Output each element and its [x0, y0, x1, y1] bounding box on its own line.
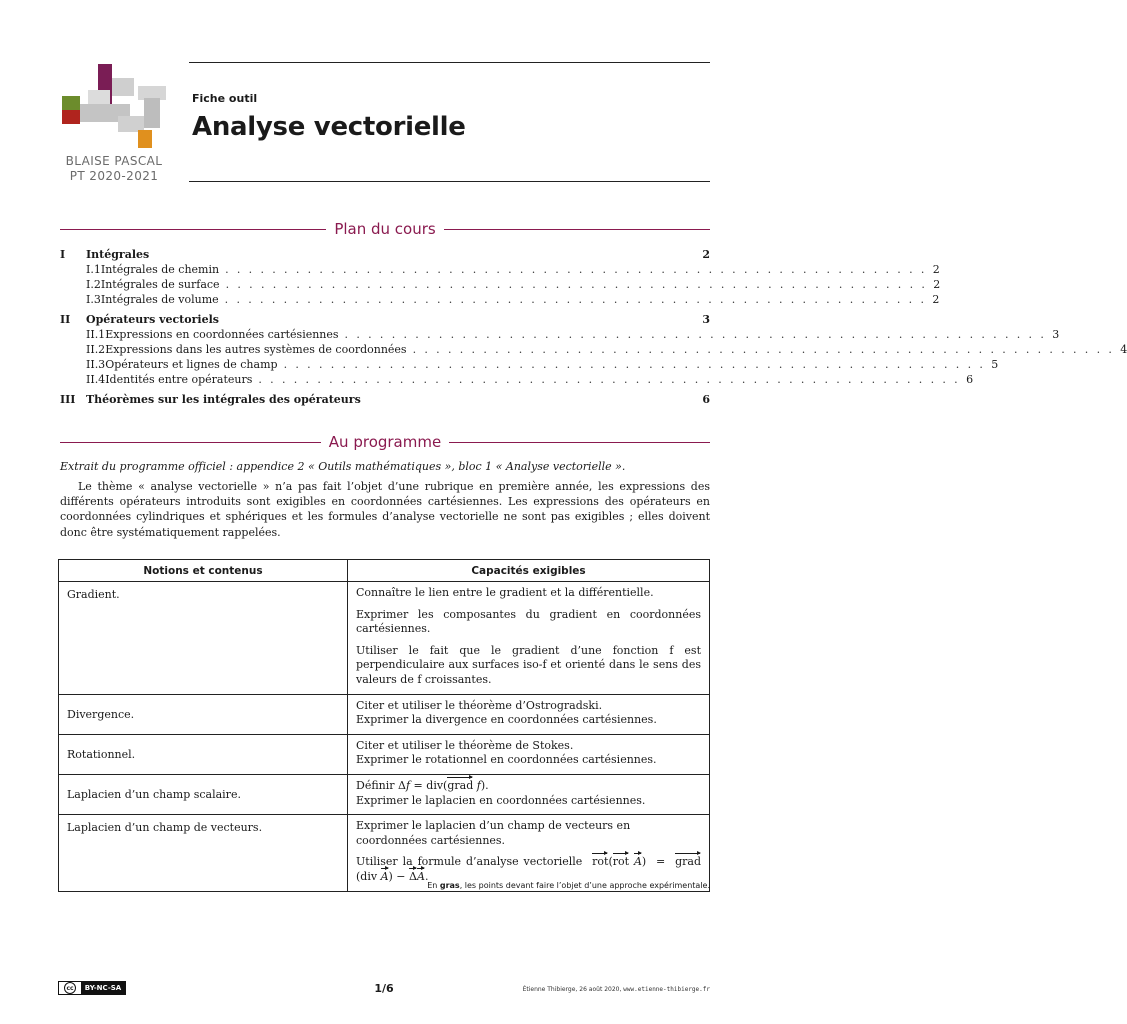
toc-subsection-label: Intégrales de volume	[100, 293, 219, 306]
page-number: 1/6	[374, 982, 394, 995]
toc-leader-dots: . . . . . . . . . . . . . . . . . . . . . . . . . . . . . . . . . . . . . . . . . . . . . . . . . . . . . . . . . . . .	[258, 373, 961, 386]
skills-table	[58, 559, 710, 892]
notion-cell: Divergence.	[59, 694, 348, 734]
formula-prefix: Utiliser la formule d’analyse vectorielle	[356, 855, 583, 869]
toc-subsection-2-4[interactable]	[60, 373, 974, 388]
notion-cell: Rotationnel.	[59, 734, 348, 774]
toc-subsection-page: 5	[991, 358, 999, 371]
plan-heading	[60, 218, 710, 240]
capacity-cell	[348, 734, 710, 774]
table-header-row	[59, 560, 710, 582]
capacity-cell	[348, 582, 710, 695]
toc-subsection-number: I.3	[86, 293, 101, 306]
programme-heading-text: Au programme	[328, 433, 442, 451]
capacity-line: Utiliser le fait que le gradient d’une fonction f est perpendiculaire aux surfaces iso-f et orienté dans le sens des valeurs de f croissantes.	[356, 643, 701, 686]
footnote-bold: gras	[439, 881, 460, 890]
capacity-line: Exprimer le rotationnel en coordonnées cartésiennes.	[356, 753, 657, 767]
toc-subsection-number: II.2	[86, 343, 106, 356]
toc-section-1[interactable]	[60, 248, 710, 263]
school-label	[56, 154, 172, 184]
toc-subsection-page: 2	[932, 263, 940, 276]
license-label: BY-NC-SA	[81, 982, 125, 994]
capacity-line: Connaître le lien entre le gradient et la différentielle.	[356, 586, 654, 599]
toc-leader-dots: . . . . . . . . . . . . . . . . . . . . . . . . . . . . . . . . . . . . . . . . . . . . . . . . . . . . . . . . . . . .	[283, 358, 986, 371]
capacity-line: Citer et utiliser le théorème d’Ostrogradski.	[356, 698, 603, 712]
table-row	[59, 815, 710, 891]
toc-section-page: 3	[702, 313, 710, 326]
blaise-pascal-logo	[58, 60, 170, 156]
toc-subsection-1-2[interactable]	[60, 278, 941, 293]
programme-heading	[60, 431, 710, 453]
heading-rule-left	[60, 442, 321, 443]
notion-cell: Laplacien d’un champ de vecteurs.	[59, 815, 348, 891]
column-header-notions: Notions et contenus	[59, 560, 348, 582]
heading-rule-right	[449, 442, 710, 443]
toc-section-number: I	[60, 248, 66, 261]
page-title: Analyse vectorielle	[192, 112, 466, 142]
school-name: BLAISE PASCAL	[65, 154, 163, 168]
toc-subsection-label: Intégrales de chemin	[100, 263, 220, 276]
toc-leader-dots: . . . . . . . . . . . . . . . . . . . . . . . . . . . . . . . . . . . . . . . . . . . . . . . . . . . . . . . . . . . .	[412, 343, 1115, 356]
table-row	[59, 694, 710, 734]
table-row	[59, 734, 710, 774]
capacity-line: Exprimer les composantes du gradient en coordonnées cartésiennes.	[356, 607, 701, 636]
notion-cell: Laplacien d’un champ scalaire.	[59, 774, 348, 814]
capacity-line: Exprimer le laplacien en coordonnées cartésiennes.	[356, 793, 646, 807]
table-footnote	[60, 881, 710, 890]
formula-prefix: Définir	[356, 778, 399, 792]
cc-icon	[59, 982, 81, 994]
header-top-rule	[189, 62, 710, 63]
table-of-contents	[60, 248, 1127, 408]
toc-section-number: III	[60, 393, 76, 406]
toc-subsection-label: Identités entre opérateurs	[105, 373, 253, 386]
programme-paragraph: Le thème « analyse vectorielle » n’a pas fait l’objet d’une rubrique en première année, les expressions des différents opérateurs introduits sont exigibles en coordonnées cartésiennes. Les expressions des opérateurs en coordonnées cylindriques et sphériques et les formules d’analyse vectorielle ne sont pas exigibles ; elles doivent donc être systématiquement rappelées.	[60, 480, 710, 539]
toc-subsection-number: II.1	[86, 328, 106, 341]
toc-subsection-number: II.3	[86, 358, 106, 371]
footnote-prefix: En	[427, 881, 440, 890]
toc-subsection-page: 2	[932, 293, 940, 306]
toc-subsection-number: I.1	[86, 263, 101, 276]
creative-commons-badge[interactable]	[58, 981, 126, 995]
footer-credit	[450, 986, 710, 993]
capacity-cell	[348, 694, 710, 734]
toc-subsection-page: 3	[1052, 328, 1060, 341]
toc-subsection-number: I.2	[86, 278, 101, 291]
table-row	[59, 582, 710, 695]
credit-author-date: Étienne Thibierge, 26 août 2020,	[522, 986, 624, 993]
toc-subsection-label: Opérateurs et lignes de champ	[105, 358, 278, 371]
toc-section-label: Intégrales	[86, 248, 150, 261]
toc-section-number: II	[60, 313, 71, 326]
school-year: PT 2020-2021	[69, 169, 159, 183]
toc-section-3[interactable]	[60, 393, 710, 408]
toc-subsection-label: Intégrales de surface	[100, 278, 220, 291]
capacity-line: Citer et utiliser le théorème de Stokes.	[356, 738, 574, 752]
capacity-line: Exprimer le laplacien d’un champ de vecteurs en coordonnées cartésiennes.	[356, 819, 631, 847]
toc-subsection-page: 2	[933, 278, 941, 291]
toc-section-label: Opérateurs vectoriels	[86, 313, 219, 326]
programme-extract: Extrait du programme officiel : appendice 2 « Outils mathématiques », bloc 1 « Analyse vectorielle ».	[60, 460, 626, 473]
toc-subsection-1-3[interactable]	[60, 293, 940, 308]
footnote-text: , les points devant faire l’objet d’une approche expérimentale.	[459, 881, 710, 890]
capacity-line: Exprimer la divergence en coordonnées cartésiennes.	[356, 713, 657, 727]
toc-leader-dots: . . . . . . . . . . . . . . . . . . . . . . . . . . . . . . . . . . . . . . . . . . . . . . . . . . . . . . . . . . . .	[224, 293, 927, 306]
toc-subsection-2-1[interactable]	[60, 328, 1060, 343]
toc-section-2[interactable]	[60, 313, 710, 328]
toc-leader-dots: . . . . . . . . . . . . . . . . . . . . . . . . . . . . . . . . . . . . . . . . . . . . . . . . . . . . . . . . . . . .	[225, 263, 927, 276]
toc-subsection-label: Expressions dans les autres systèmes de coordonnées	[105, 343, 407, 356]
cc-symbol: cc	[64, 982, 76, 994]
toc-section-page: 2	[702, 248, 710, 261]
toc-section-page: 6	[702, 393, 710, 406]
toc-subsection-2-2[interactable]	[60, 343, 1127, 358]
toc-leader-dots: . . . . . . . . . . . . . . . . . . . . . . . . . . . . . . . . . . . . . . . . . . . . . . . . . . . . . . . . . . . .	[225, 278, 928, 291]
plan-heading-text: Plan du cours	[334, 220, 436, 238]
document-kicker: Fiche outil	[192, 92, 258, 105]
toc-subsection-page: 4	[1120, 343, 1127, 356]
toc-subsection-number: II.4	[86, 373, 106, 386]
toc-subsection-label: Expressions en coordonnées cartésiennes	[105, 328, 339, 341]
table-row	[59, 774, 710, 814]
toc-subsection-2-3[interactable]	[60, 358, 999, 373]
laplacian-definition-formula: Δf = div(grad f).	[398, 778, 489, 792]
vector-identity-formula: rot(rot A) = grad(div A) − ΔA.	[356, 855, 701, 883]
capacity-cell	[348, 774, 710, 814]
heading-rule-right	[444, 229, 710, 230]
capacity-cell	[348, 815, 710, 891]
notion-cell: Gradient.	[59, 582, 348, 695]
toc-subsection-page: 6	[966, 373, 974, 386]
column-header-capacites: Capacités exigibles	[348, 560, 710, 582]
toc-leader-dots: . . . . . . . . . . . . . . . . . . . . . . . . . . . . . . . . . . . . . . . . . . . . . . . . . . . . . . . . . . . .	[344, 328, 1047, 341]
toc-subsection-1-1[interactable]	[60, 263, 940, 278]
website-link[interactable]: www.etienne-thibierge.fr	[623, 986, 710, 993]
header-bottom-rule	[189, 181, 710, 182]
heading-rule-left	[60, 229, 326, 230]
toc-section-label: Théorèmes sur les intégrales des opérateurs	[86, 393, 361, 406]
capacity-line-formula	[356, 779, 701, 794]
